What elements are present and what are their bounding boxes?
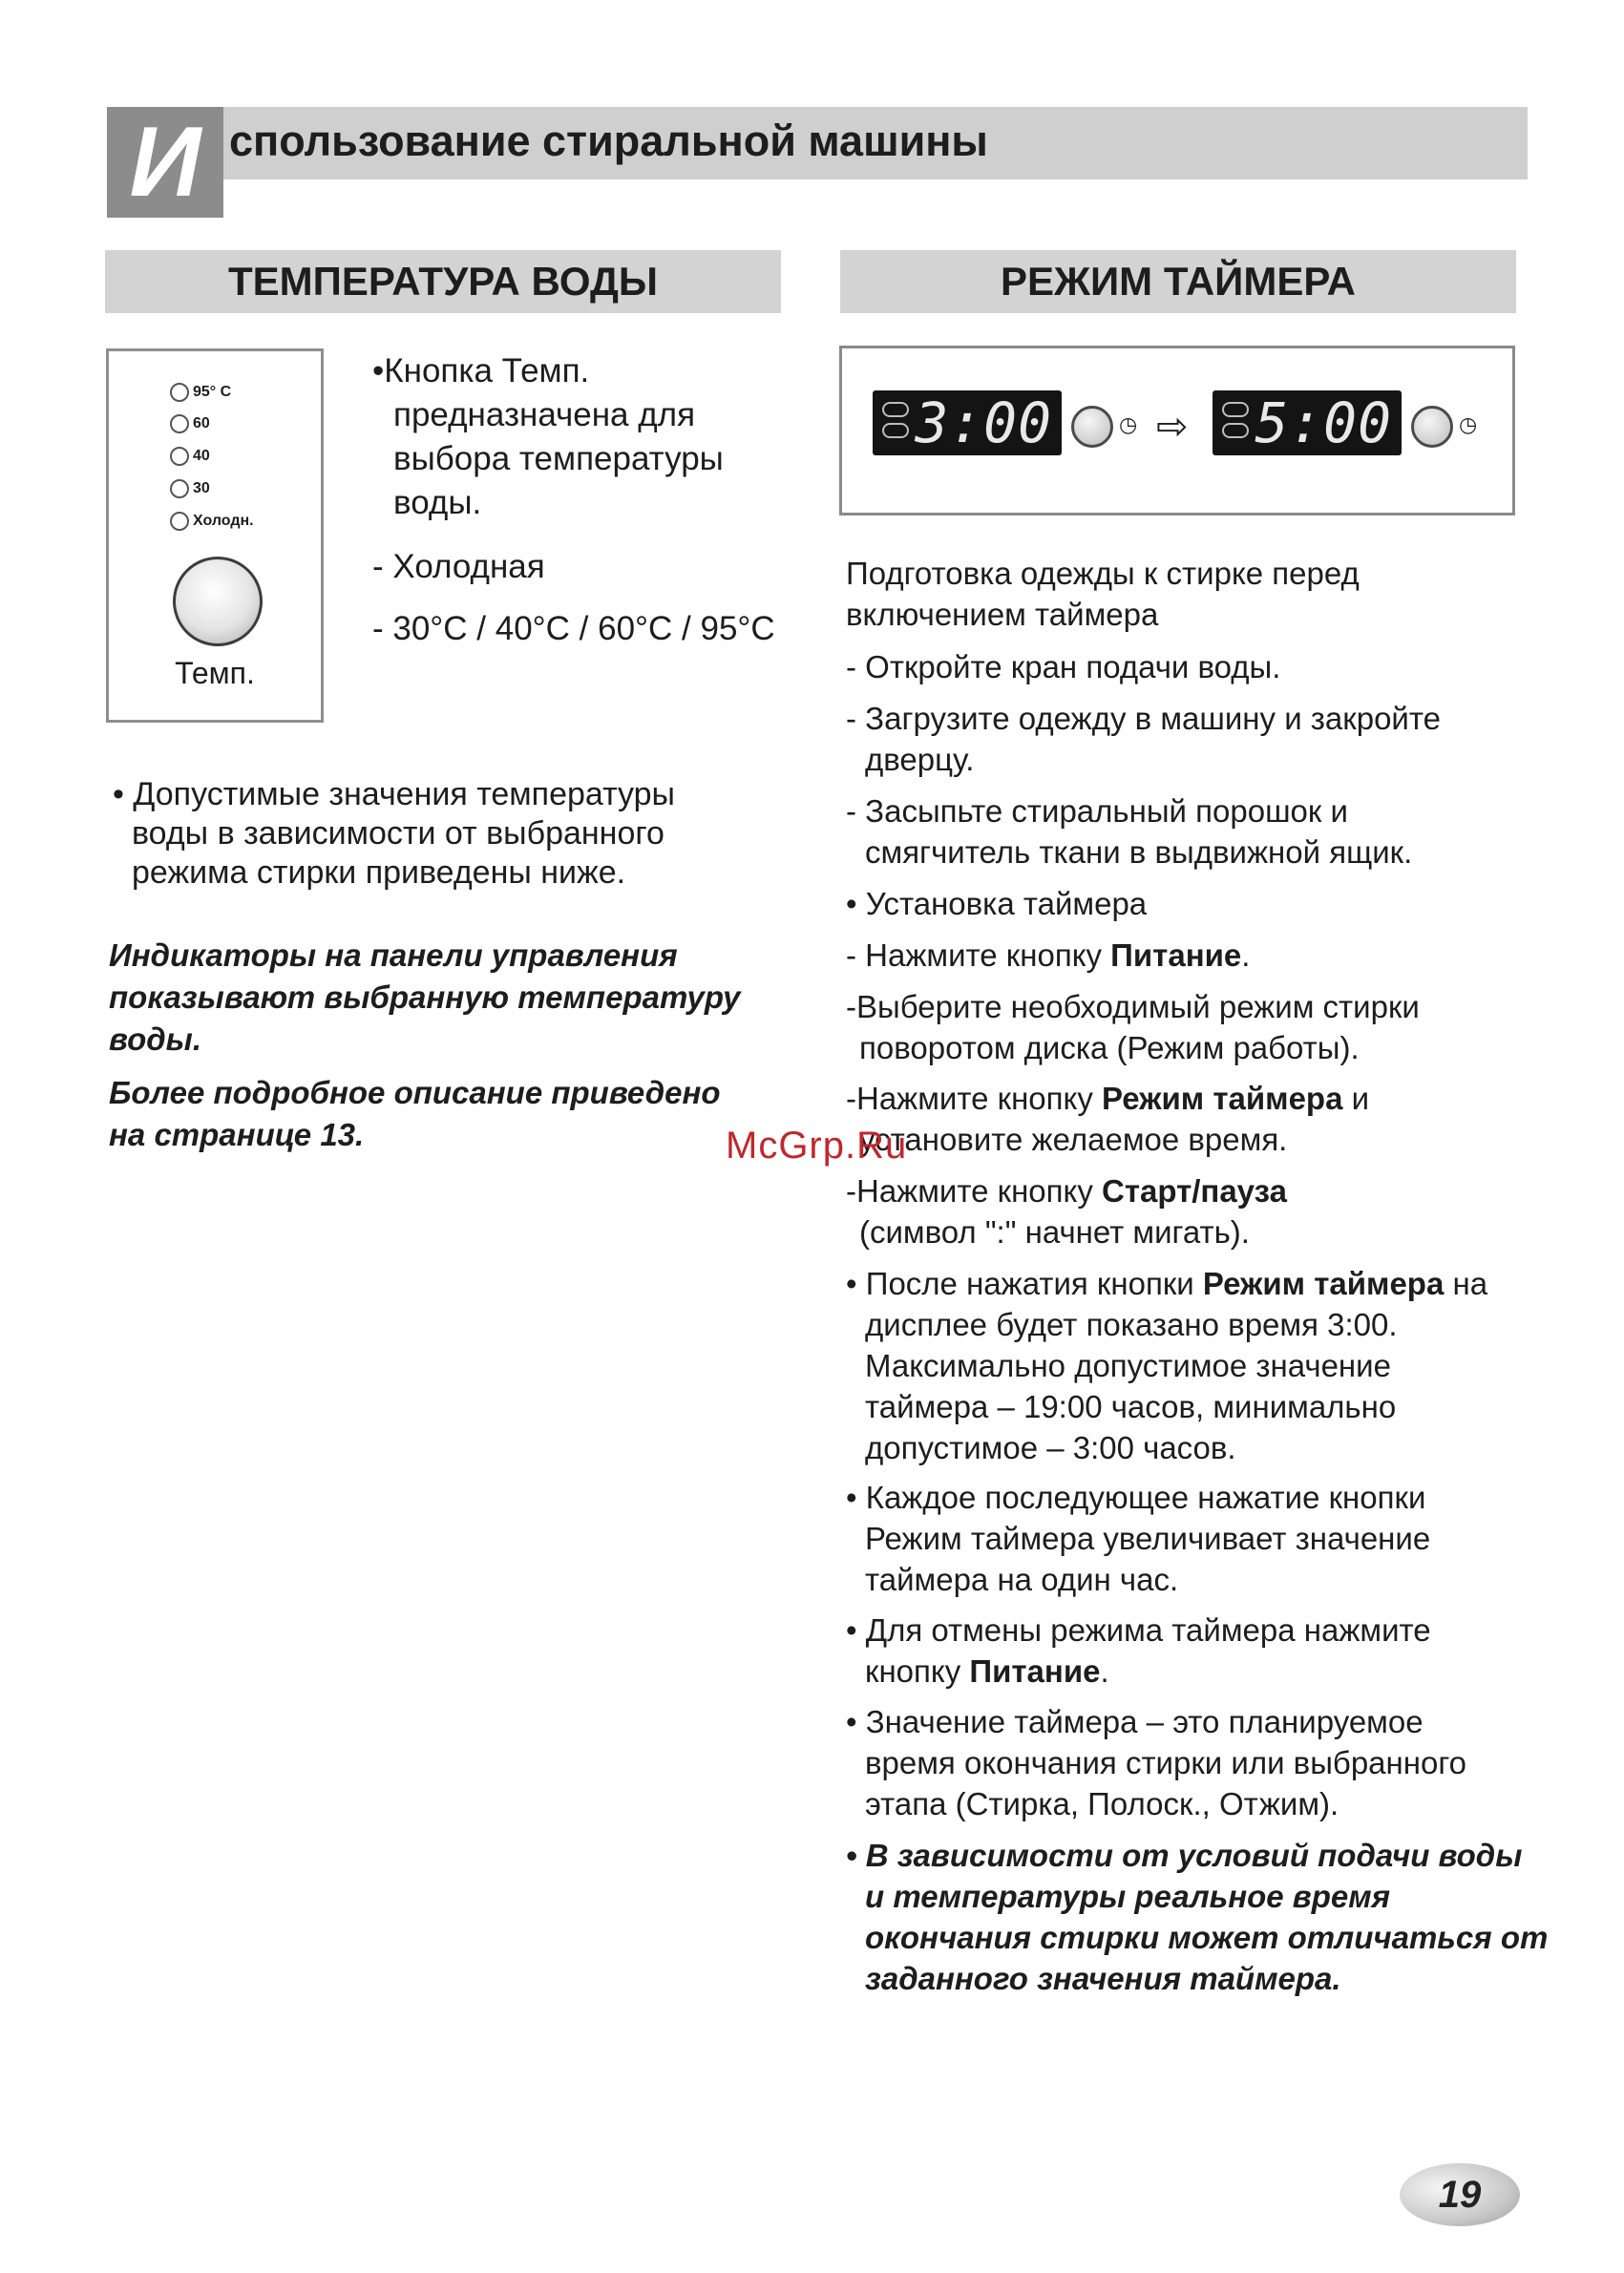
allowed-values-note: • Допустимые значения температуры воды в зависимости от выбранного режима стирки приведены ниже. xyxy=(113,776,675,891)
page-number: 19 xyxy=(1438,2174,1482,2216)
timer-display-note: • После нажатия кнопки Режим таймера на дисплее будет показано время 3:00. Максимально допустимое значение таймера – 19:00 часов, минимально допустимое – 3:00 часов. xyxy=(846,1266,1488,1465)
temp-intro: •Кнопка Темп. предназначена для выбора температуры воды. xyxy=(372,352,724,521)
indicator-light-icon xyxy=(170,383,189,402)
section-title-water-temperature: ТЕМПЕРАТУРА ВОДЫ xyxy=(105,250,781,313)
temperature-panel-illustration: 95° C 60 40 30 Холодн. Темп. xyxy=(106,348,324,723)
reference-note: Более подробное описание приведено на странице 13. xyxy=(109,1075,721,1152)
setup-step-program: -Выберите необходимый режим стирки поворотом диска (Режим работы). xyxy=(846,989,1420,1065)
indicator-light-icon xyxy=(170,447,189,466)
option-cold: - Холодная xyxy=(372,548,545,585)
clock-icon: ◷ xyxy=(1459,412,1478,436)
indicator-light-icon xyxy=(170,512,189,531)
clock-icon: ◷ xyxy=(1119,412,1138,436)
setup-step-power: - Нажмите кнопку Питание. xyxy=(846,937,1251,973)
prep-step-2: - Загрузите одежду в машину и закройте дверцу. xyxy=(846,701,1441,777)
temp-button-icon xyxy=(173,557,263,646)
timer-cancel-note: • Для отмены режима таймера нажмите кнопку Питание. xyxy=(846,1612,1431,1689)
timer-display-before: 3:00 xyxy=(873,390,1062,455)
indicator-light-icon xyxy=(170,479,189,498)
watermark: McGrp.Ru xyxy=(726,1125,908,1167)
timer-warning-note: • В зависимости от условий подачи воды и температуры реальное время окончания стирки может отличаться от заданного значения таймера. xyxy=(846,1838,1549,1996)
lock-icon xyxy=(882,423,909,438)
wash-icon xyxy=(882,402,909,417)
header-initial-letter: И xyxy=(107,107,223,218)
arrow-right-icon: ⇨ xyxy=(1156,406,1189,448)
prep-step-3: - Засыпьте стиральный порошок и смягчитель ткани в выдвижной ящик. xyxy=(846,793,1413,870)
timer-button-icon xyxy=(1411,406,1453,448)
timer-button-icon xyxy=(1071,406,1113,448)
prep-heading: Подготовка одежды к стирке перед включением таймера xyxy=(846,556,1360,632)
page-title: спользование стиральной машины xyxy=(229,116,988,165)
indicator-light-icon xyxy=(170,414,189,433)
setup-step-start: -Нажмите кнопку Старт/пауза (символ ":" начнет мигать). xyxy=(846,1173,1287,1250)
temp-button-label: Темп. xyxy=(175,656,255,690)
setup-step-timer: -Нажмите кнопку Режим таймера и установите желаемое время. xyxy=(846,1081,1370,1157)
timer-display-illustration xyxy=(839,346,1515,516)
lock-icon xyxy=(1222,423,1249,438)
timer-increment-note: • Каждое последующее нажатие кнопки Режим таймера увеличивает значение таймера на один час. xyxy=(846,1480,1431,1597)
timer-display-after: 5:00 xyxy=(1213,390,1402,455)
timer-value-note: • Значение таймера – это планируемое время окончания стирки или выбранного этапа (Стирка, Полоск., Отжим). xyxy=(846,1704,1466,1821)
wash-icon xyxy=(1222,402,1249,417)
option-temperatures: - 30°C / 40°C / 60°C / 95°C xyxy=(372,610,775,647)
prep-step-1: - Откройте кран подачи воды. xyxy=(846,649,1281,684)
indicator-note: Индикаторы на панели управления показывают выбранную температуру воды. xyxy=(109,937,741,1057)
timer-setup-heading: • Установка таймера xyxy=(846,886,1148,921)
section-title-timer-mode: РЕЖИМ ТАЙМЕРА xyxy=(840,250,1516,313)
